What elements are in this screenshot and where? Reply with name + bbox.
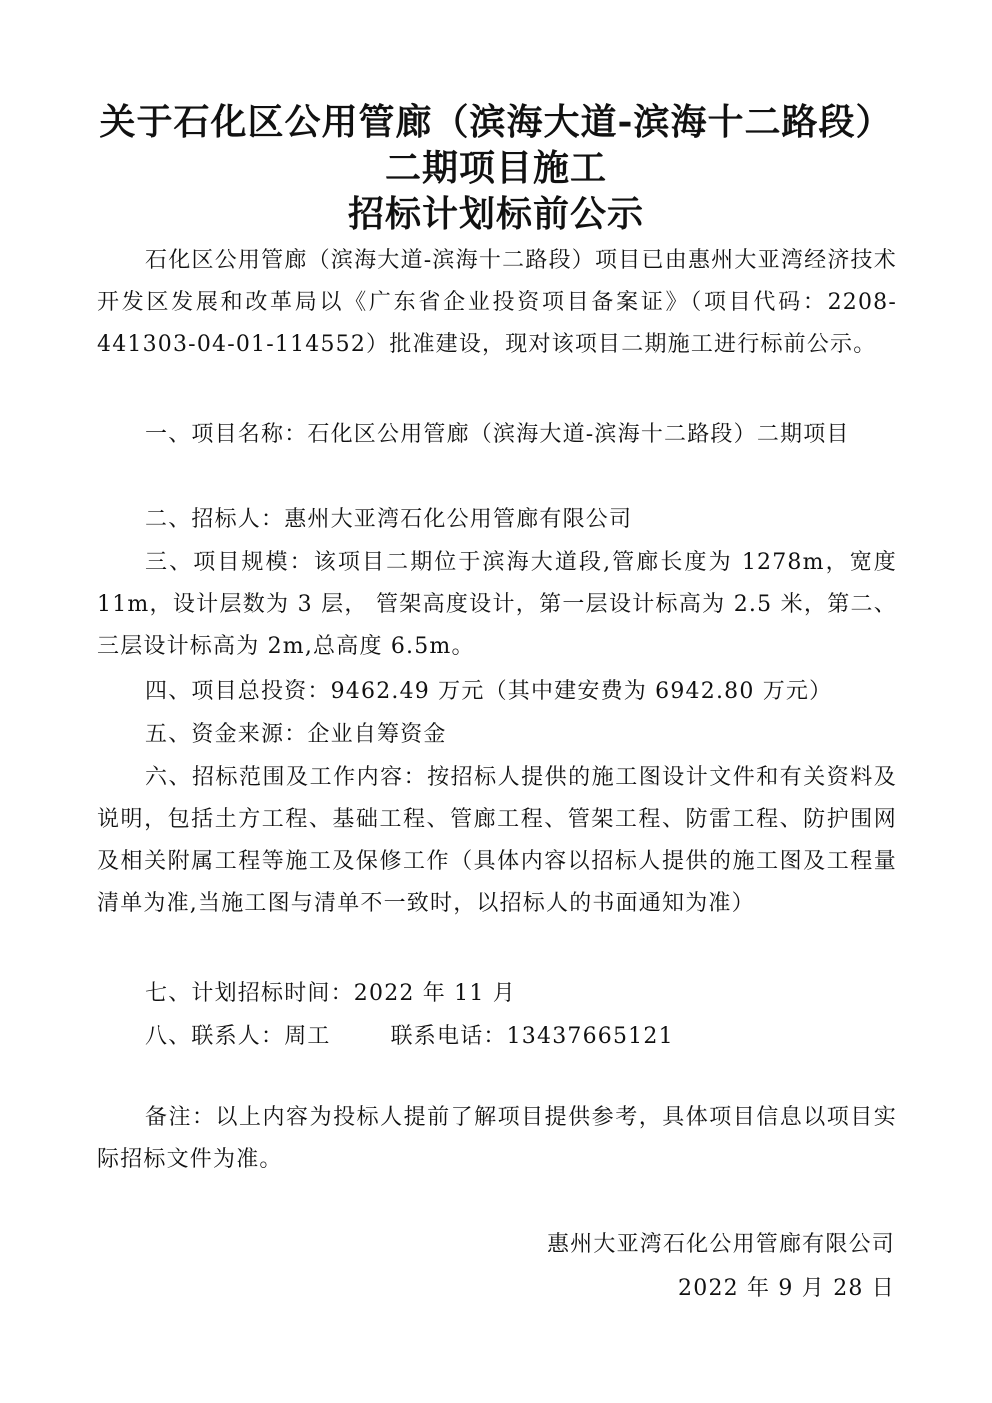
contact-person: 八、联系人：周工 [145, 1024, 331, 1049]
item-scope [97, 757, 897, 925]
scale-text: 三、项目规模：该项目二期位于滨海大道段,管廊长度为 1278m，宽度 11m，设计层数为 3 层， 管架高度设计，第一层设计标高为 2.5 米，第二、三层设计标高为 2m,总高度 6.5m。 [97, 550, 897, 659]
item-investment [97, 671, 897, 713]
title-line-1: 关于石化区公用管廊（滨海大道-滨海十二路段） [99, 101, 893, 143]
intro-text: 石化区公用管廊（滨海大道-滨海十二路段）项目已由惠州大亚湾经济技术开发区发展和改革局以《广东省企业投资项目备案证》（项目代码：2208-441303-04-01-114552）批准建设，现对该项目二期施工进行标前公示。 [97, 248, 897, 357]
scope-text: 六、招标范围及工作内容：按招标人提供的施工图设计文件和有关资料及说明，包括土方工程、基础工程、管廊工程、管架工程、防雷工程、防护围网及相关附属工程等施工及保修工作（具体内容以招标人提供的施工图及工程量清单为准,当施工图与清单不一致时，以招标人的书面通知为准） [97, 765, 897, 916]
contact-phone: 联系电话：13437665121 [390, 1024, 674, 1049]
investment-text: 四、项目总投资：9462.49 万元（其中建安费为 6942.80 万元） [145, 679, 833, 704]
note-paragraph [97, 1097, 897, 1181]
item-contact [97, 1016, 897, 1058]
schedule-text: 七、计划招标时间：2022 年 11 月 [145, 981, 516, 1006]
item-scale [97, 542, 897, 668]
project-name-text: 一、项目名称：石化区公用管廊（滨海大道-滨海十二路段）二期项目 [145, 422, 850, 447]
item-project-name [97, 414, 897, 456]
item-tenderer [97, 499, 897, 541]
item-funding [97, 714, 897, 756]
item-schedule [97, 973, 897, 1015]
note-text: 备注：以上内容为投标人提前了解项目提供参考，具体项目信息以项目实际招标文件为准。 [97, 1105, 897, 1172]
contact-line [97, 1016, 897, 1058]
title-line-2: 二期项目施工 [384, 147, 607, 189]
signature-company: 惠州大亚湾石化公用管廊有限公司 [546, 1232, 895, 1257]
tenderer-text: 二、招标人：惠州大亚湾石化公用管廊有限公司 [145, 507, 633, 532]
funding-text: 五、资金来源：企业自筹资金 [145, 722, 447, 747]
intro-paragraph [97, 240, 897, 366]
title-line-3: 招标计划标前公示 [347, 193, 644, 235]
signature-date: 2022 年 9 月 28 日 [678, 1276, 895, 1301]
